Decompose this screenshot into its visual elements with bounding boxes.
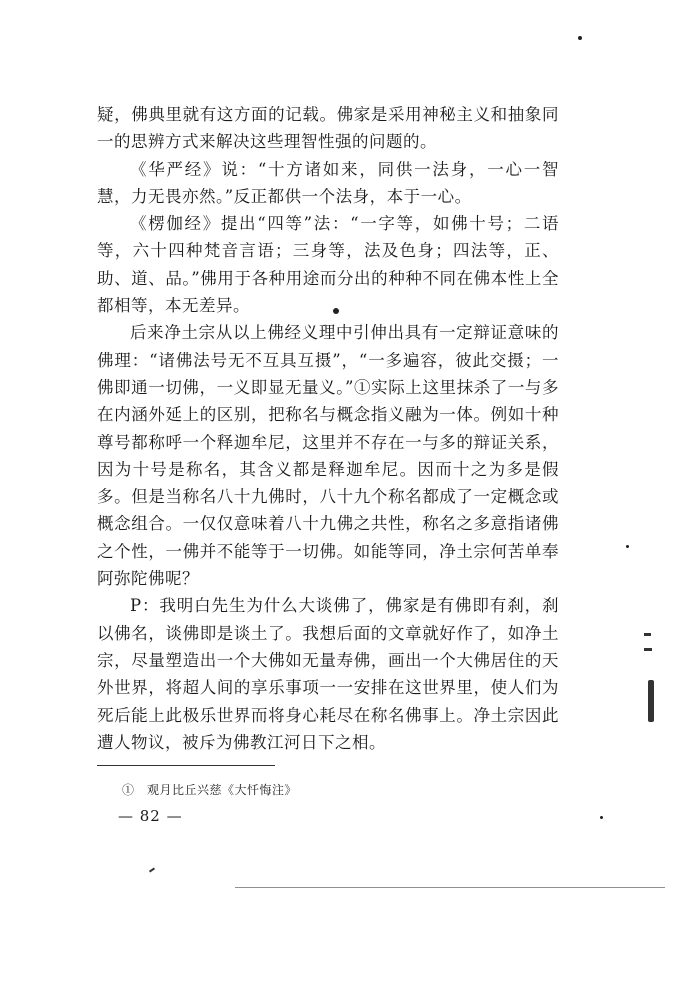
scan-speck xyxy=(600,816,603,819)
scan-mark xyxy=(644,648,652,651)
scan-mark xyxy=(235,887,665,888)
paragraph-3: 《楞伽经》提出“四等”法：“一字等，如佛十号；二语等，六十四种梵音言语；三身等，法及色身；四法等，正、助、道、品。”佛用于各种用途而分出的种种不同在佛本性上全都相等，本无差异。 xyxy=(97,214,559,316)
page-number: — 82 — xyxy=(118,807,183,825)
paragraph-4: 后来净土宗从以上佛经义理中引伸出具有一定辩证意味的佛理：“诸佛法号无不互具互摄”，“一多遍容，彼此交摄；一佛即通一切佛，一义即显无量义。”①实际上这里抹杀了一与多在内涵外延上的区别，把称名与概念指义融为一体。例如十种尊号都称呼一个释迦牟尼，这里并不存在一与多的辩证关系，因为十号是称名，其含义都是释迦牟尼。因而十之为多是假多。但是当称名八十九佛时，八十九个称名都成了一定概念或概念组合。一仅仅意味着八十九佛之共性，称名之多意指诸佛之个性，一佛并不能等于一切佛。如能等同，净土宗何苦单奉阿弥陀佛呢？ xyxy=(97,323,559,589)
scan-speck xyxy=(626,545,629,548)
scan-mark xyxy=(644,633,651,636)
paragraph-2: 《华严经》说：“十方诸如来，同供一法身，一心一智慧，力无畏亦然。”反正都供一个法身，本于一心。 xyxy=(97,159,559,206)
paragraph-5: P：我明白先生为什么大谈佛了，佛家是有佛即有刹，刹以佛名，谈佛即是谈土了。我想后面的文章就好作了，如净土宗，尽量塑造出一个大佛如无量寿佛，画出一个大佛居住的天外世界，将超人间的享乐事项一一安排在这世界里，使人们为死后能上此极乐世界而将身心耗尽在称名佛事上。净土宗因此遭人物议，被斥为佛教江河日下之相。 xyxy=(97,596,559,752)
paragraph-1: 疑，佛典里就有这方面的记载。佛家是采用神秘主义和抽象同一的思辨方式来解决这些理智性强的问题的。 xyxy=(97,105,559,152)
scan-mark xyxy=(648,680,654,722)
scan-speck xyxy=(333,308,339,314)
scan-mark xyxy=(149,867,155,872)
footnote-divider xyxy=(97,765,275,766)
scan-speck xyxy=(578,36,582,40)
body-text xyxy=(97,101,559,756)
footnote: ① 观月比丘兴慈《大忏悔注》 xyxy=(122,783,298,797)
